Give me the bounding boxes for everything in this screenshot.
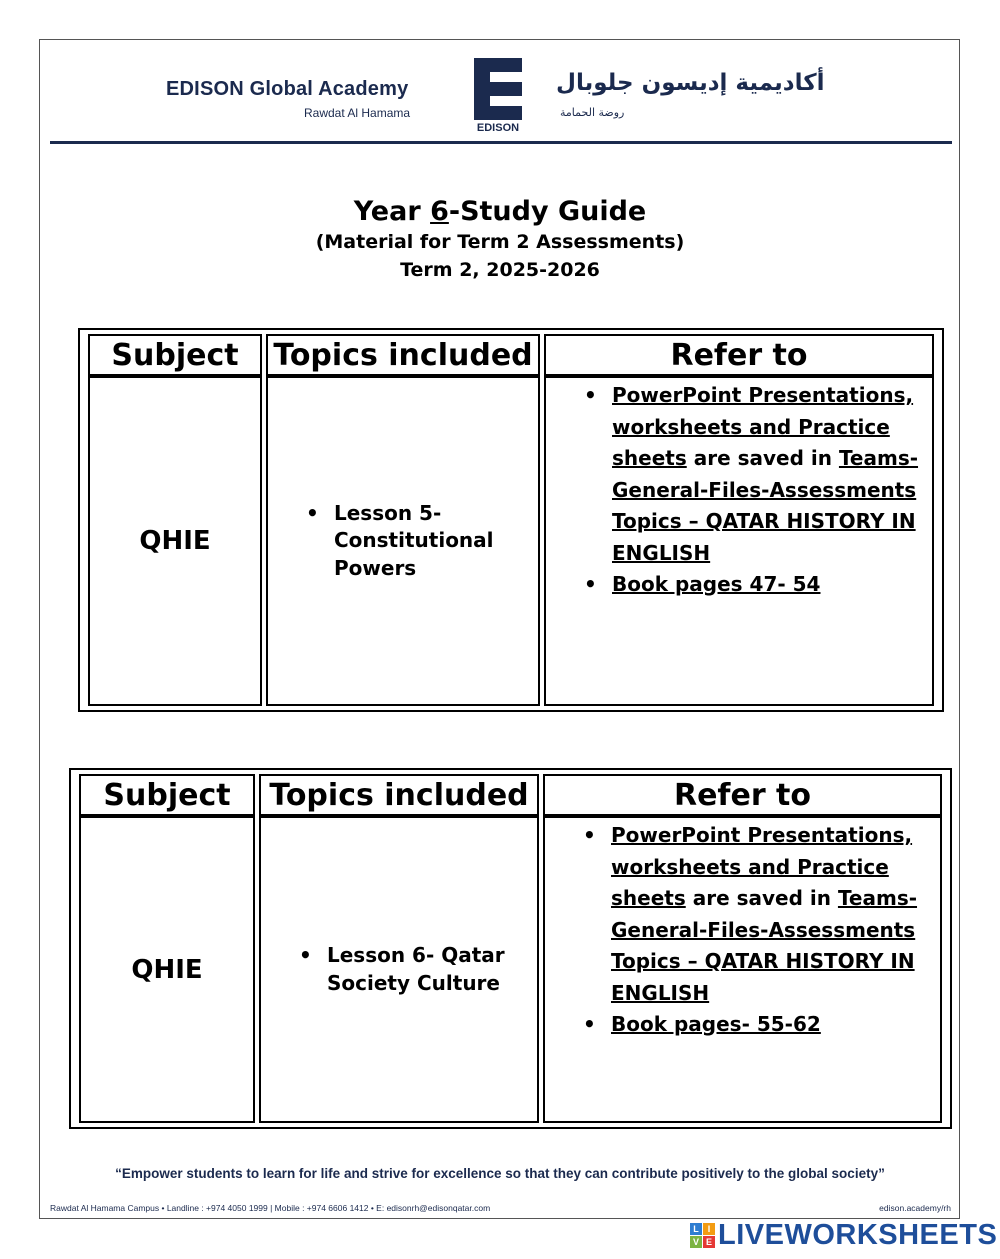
list-item: • Lesson 6- Qatar Society Culture [299,943,505,995]
topic-text: Lesson 6- Qatar Society Culture [327,943,505,995]
list-item: • PowerPoint Presentations, worksheets and Practice sheets are saved in Teams-General-Files-Assessments Topics – QATAR HISTORY IN ENGLISH [584,383,919,565]
study-table-2-grid [75,774,946,1123]
school-motto: “Empower students to learn for life and strive for excellence so that they can contribute positively to the global society” [115,1166,885,1181]
logo-wordmark: EDISON [476,122,520,134]
topics-cell [266,376,540,706]
header-subject: Subject [79,774,255,816]
list-item: • Book pages 47- 54 [584,572,821,596]
header-refer: Refer to [543,774,942,816]
refer-cell [544,376,934,706]
logo-tile: I [703,1223,715,1235]
logo-tile: V [690,1236,702,1248]
list-item: • Book pages- 55-62 [583,1012,821,1036]
page-title [0,196,1000,227]
list-item: • Lesson 5- Constitutional Powers [306,500,494,580]
list-item: • PowerPoint Presentations, worksheets and Practice sheets are saved in Teams-General-Files-Assessments Topics – QATAR HISTORY IN ENGLISH [583,823,918,1005]
study-table-1-grid [84,334,938,706]
contact-info: Rawdat Al Hamama Campus • Landline : +974 4050 1999 | Mobile : +974 6606 1412 • E: edisonrh@edisonqatar.com [50,1203,491,1213]
logo-tile: E [703,1236,715,1248]
book-pages-link[interactable]: Book pages- 55-62 [611,1012,821,1036]
header-subject: Subject [88,334,262,376]
subject-cell: QHIE [79,816,255,1123]
campus-name-en: Rawdat Al Hamama [304,106,411,120]
campus-name-ar: روضة الحمامة [560,106,625,119]
school-name-en: EDISON Global Academy [166,78,409,100]
resources-text: are saved in [686,446,839,470]
table-header-row [88,334,934,376]
edison-logo-icon [474,58,522,120]
teams-path-link[interactable]: Teams-General-Files-Assessments Topics – QATAR HISTORY IN ENGLISH [612,446,919,565]
topics-cell [259,816,539,1123]
table-header-row [79,774,942,816]
title-year: 6 [430,196,449,227]
liveworksheets-logo-icon [690,1223,715,1248]
website-link[interactable]: edison.academy/rh [879,1203,951,1213]
page-subtitle: (Material for Term 2 Assessments) [315,231,685,253]
header-topics: Topics included [259,774,539,816]
book-pages-link[interactable]: Book pages 47- 54 [612,572,821,596]
study-table-1 [78,328,944,712]
resources-link[interactable]: PowerPoint Presentations, worksheets and Practice sheets [611,823,913,910]
table-row [88,376,934,706]
topic-text: Lesson 5- Constitutional Powers [334,500,494,580]
resources-text: are saved in [685,886,838,910]
resources-link[interactable]: PowerPoint Presentations, worksheets and Practice sheets [612,383,914,470]
table-row [79,816,942,1123]
term-label: Term 2, 2025-2026 [400,259,600,281]
title-prefix: Year [353,196,431,227]
liveworksheets-text: LIVEWORKSHEETS [718,1218,998,1251]
header-refer: Refer to [544,334,934,376]
refer-cell [543,816,942,1123]
title-suffix: -Study Guide [448,196,647,227]
teams-path-link[interactable]: Teams-General-Files-Assessments Topics – QATAR HISTORY IN ENGLISH [611,886,918,1005]
subject-cell: QHIE [88,376,262,706]
header-topics: Topics included [266,334,540,376]
school-name-ar: أكاديمية إديسون جلوبال [556,70,825,96]
study-table-2 [69,768,952,1129]
logo-tile: L [690,1223,702,1235]
liveworksheets-watermark [690,1218,997,1252]
header-divider [50,141,952,144]
